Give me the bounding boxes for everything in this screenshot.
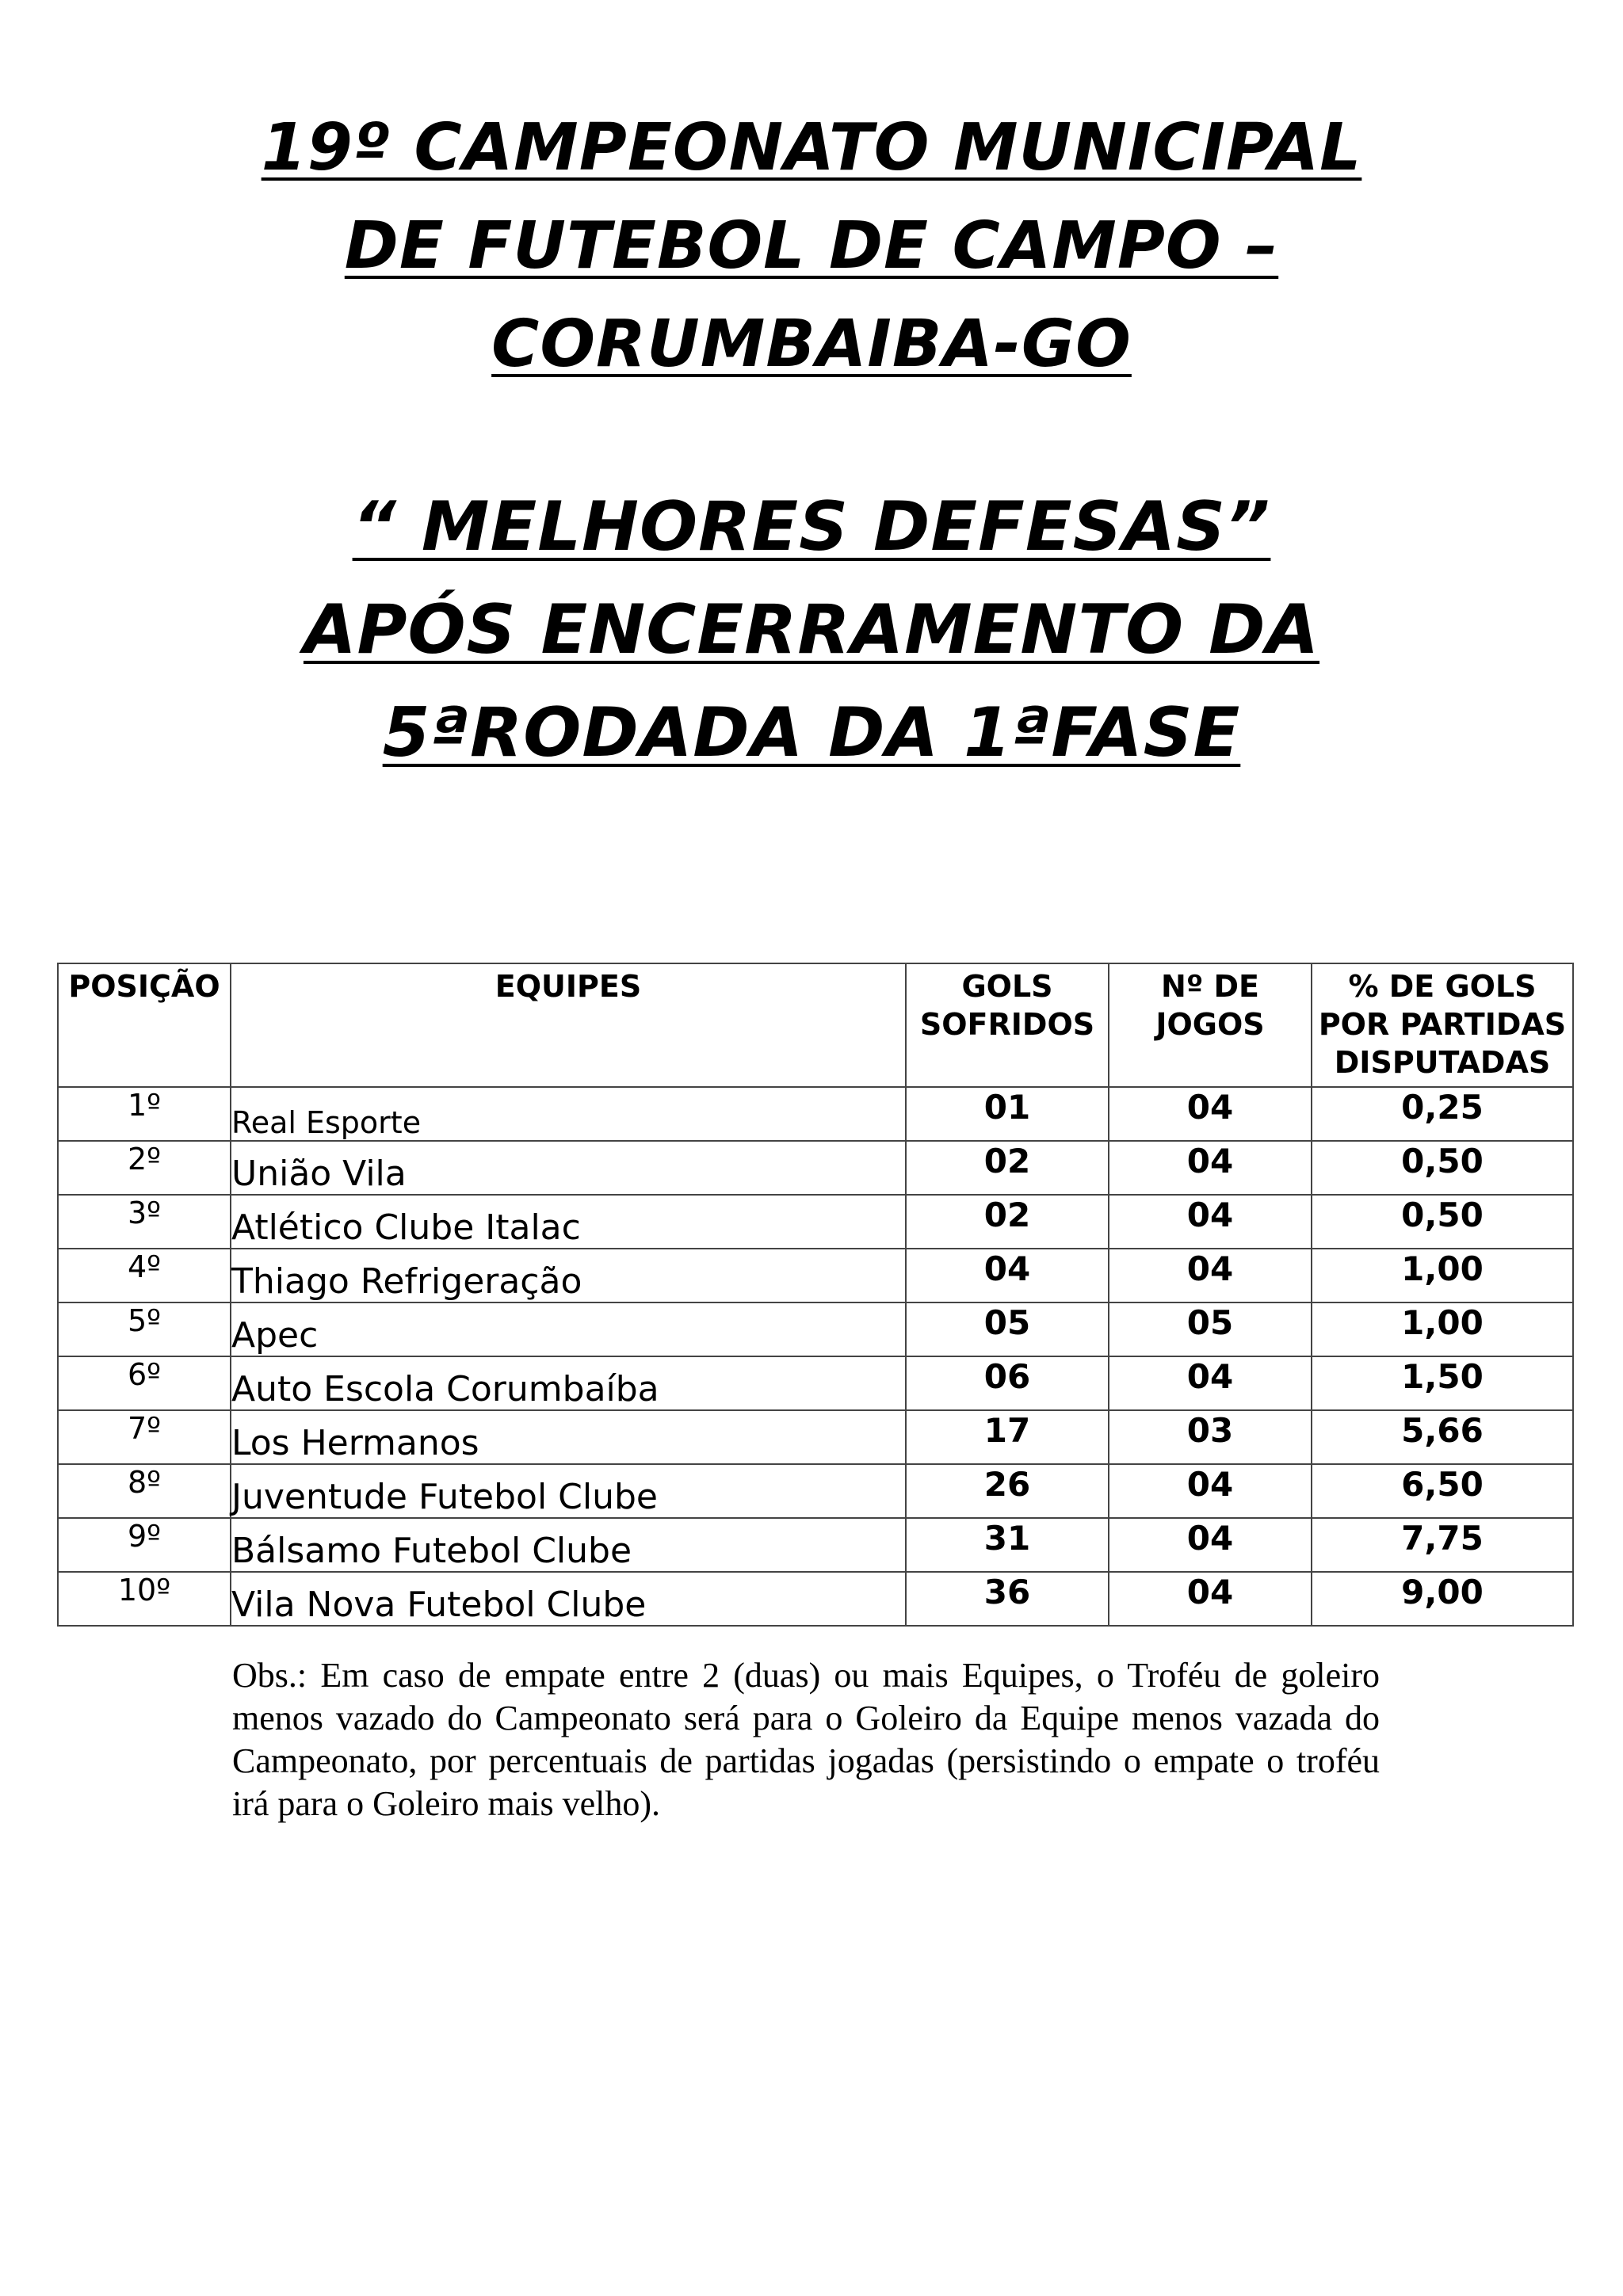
cell-position: 4º (58, 1249, 231, 1302)
cell-gols: 26 (906, 1464, 1109, 1518)
document-subtitle (0, 475, 1623, 784)
cell-position: 3º (58, 1195, 231, 1249)
cell-jogos: 04 (1109, 1518, 1312, 1572)
cell-percent: 1,00 (1312, 1302, 1573, 1356)
cell-gols: 04 (906, 1249, 1109, 1302)
table-row (58, 1302, 1573, 1356)
cell-gols: 36 (906, 1572, 1109, 1626)
cell-team: Juventude Futebol Clube (231, 1464, 906, 1518)
cell-position: 7º (58, 1410, 231, 1464)
table-row (58, 1518, 1573, 1572)
document-title (0, 99, 1623, 394)
table-row (58, 1087, 1573, 1141)
cell-percent: 0,50 (1312, 1195, 1573, 1249)
cell-percent: 7,75 (1312, 1518, 1573, 1572)
table-row (58, 1356, 1573, 1410)
observation-note: Obs.: Em caso de empate entre 2 (duas) ou mais Equipes, o Troféu de goleiro menos vazado do Campeonato será para o Goleiro da Equipe menos vazada do Campeonato, por percentuais de partidas jogadas (persistindo o empate o troféu irá para o Goleiro mais velho). (232, 1656, 1380, 1823)
cell-position: 2º (58, 1141, 231, 1195)
table-row (58, 1195, 1573, 1249)
cell-jogos: 04 (1109, 1087, 1312, 1141)
cell-jogos: 04 (1109, 1249, 1312, 1302)
cell-position: 1º (58, 1087, 231, 1141)
cell-gols: 31 (906, 1518, 1109, 1572)
cell-gols: 01 (906, 1087, 1109, 1141)
cell-team: Thiago Refrigeração (231, 1249, 906, 1302)
header-jogos: Nº DE JOGOS (1109, 963, 1312, 1087)
cell-jogos: 03 (1109, 1410, 1312, 1464)
ranking-table (57, 963, 1574, 1627)
cell-team: Bálsamo Futebol Clube (231, 1518, 906, 1572)
cell-position: 6º (58, 1356, 231, 1410)
cell-team: Auto Escola Corumbaíba (231, 1356, 906, 1410)
header-posicao: POSIÇÃO (58, 963, 231, 1087)
cell-team: Apec (231, 1302, 906, 1356)
cell-team: Los Hermanos (231, 1410, 906, 1464)
header-gols-sofridos: GOLS SOFRIDOS (906, 963, 1109, 1087)
subtitle-line-2: APÓS ENCERRAMENTO DA (303, 590, 1320, 669)
cell-position: 10º (58, 1572, 231, 1626)
cell-percent: 0,50 (1312, 1141, 1573, 1195)
cell-team: Atlético Clube Italac (231, 1195, 906, 1249)
cell-team: Real Esporte (231, 1087, 906, 1141)
header-equipes: EQUIPES (231, 963, 906, 1087)
cell-jogos: 04 (1109, 1572, 1312, 1626)
subtitle-line-1: “ MELHORES DEFESAS” (352, 487, 1271, 566)
table-row (58, 1410, 1573, 1464)
cell-gols: 05 (906, 1302, 1109, 1356)
title-line-3: CORUMBAIBA-GO (491, 307, 1132, 382)
table-header-row (58, 963, 1573, 1087)
cell-position: 8º (58, 1464, 231, 1518)
table-row (58, 1141, 1573, 1195)
table-row (58, 1249, 1573, 1302)
table-row (58, 1464, 1573, 1518)
cell-position: 9º (58, 1518, 231, 1572)
cell-gols: 02 (906, 1195, 1109, 1249)
table-row (58, 1572, 1573, 1626)
cell-jogos: 04 (1109, 1356, 1312, 1410)
title-line-2: DE FUTEBOL DE CAMPO – (344, 208, 1279, 284)
cell-percent: 1,50 (1312, 1356, 1573, 1410)
cell-position: 5º (58, 1302, 231, 1356)
cell-percent: 5,66 (1312, 1410, 1573, 1464)
cell-gols: 17 (906, 1410, 1109, 1464)
cell-gols: 06 (906, 1356, 1109, 1410)
subtitle-line-3: 5ªRODADA DA 1ªFASE (382, 693, 1241, 772)
title-line-1: 19º CAMPEONATO MUNICIPAL (261, 110, 1362, 185)
cell-percent: 0,25 (1312, 1087, 1573, 1141)
cell-team: Vila Nova Futebol Clube (231, 1572, 906, 1626)
cell-jogos: 04 (1109, 1195, 1312, 1249)
cell-percent: 6,50 (1312, 1464, 1573, 1518)
cell-team: União Vila (231, 1141, 906, 1195)
cell-jogos: 04 (1109, 1141, 1312, 1195)
cell-percent: 1,00 (1312, 1249, 1573, 1302)
header-percent: % DE GOLS POR PARTIDAS DISPUTADAS (1312, 963, 1573, 1087)
cell-jogos: 04 (1109, 1464, 1312, 1518)
cell-jogos: 05 (1109, 1302, 1312, 1356)
cell-percent: 9,00 (1312, 1572, 1573, 1626)
cell-gols: 02 (906, 1141, 1109, 1195)
